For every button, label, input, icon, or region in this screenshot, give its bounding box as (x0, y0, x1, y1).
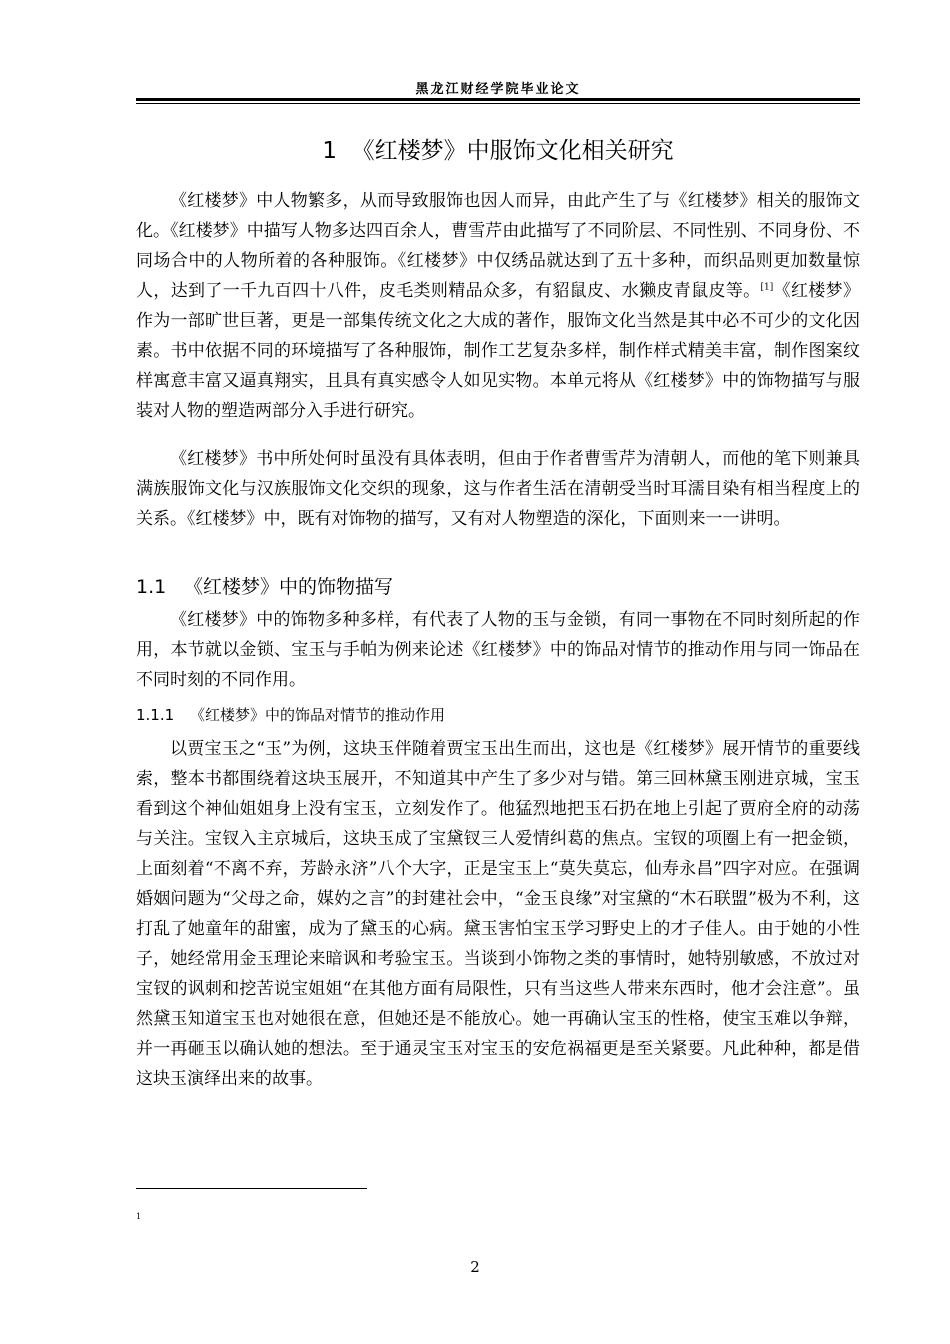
section-1-1-paragraph: 《红楼梦》中的饰物多种多样，有代表了人物的玉与金锁，有同一事物在不同时刻所起的作用，本节就以金锁、宝玉与手帕为例来论述《红楼梦》中的饰品对情节的推动作用与同一饰品在不同时刻的不同作用。 (136, 610, 860, 690)
intro-paragraph-1 (136, 186, 860, 426)
section-heading-1-1-1 (136, 702, 860, 728)
footnote-mark: 1 (136, 1212, 142, 1221)
subsection-title: 《红楼梦》中的饰品对情节的推动作用 (190, 706, 446, 724)
citation-ref: [1] (760, 282, 774, 293)
chapter-number: 1 (322, 138, 337, 164)
section-title: 《红楼梦》中的饰物描写 (184, 576, 394, 598)
page-header (136, 76, 860, 104)
footnote-separator (136, 1188, 367, 1189)
subsection-number: 1.1.1 (136, 706, 175, 724)
intro-paragraph-2: 《红楼梦》书中所处何时虽没有具体表明，但由于作者曹雪芹为清朝人，而他的笔下则兼具满族服饰文化与汉族服饰文化交织的现象，这与作者生活在清朝受当时耳濡目染有相当程度上的关系。《红楼梦》中，既有对饰物的描写，又有对人物塑造的深化，下面则来一一讲明。 (136, 449, 860, 529)
section-number: 1.1 (136, 576, 167, 598)
page-number: 2 (470, 1258, 480, 1276)
chapter-title-text: 《红楼梦》中服饰文化相关研究 (351, 138, 674, 164)
chapter-title (136, 136, 860, 166)
section-1-1-1-paragraph: 以贾宝玉之“玉”为例，这块玉伴随着贾宝玉出生而出，这也是《红楼梦》展开情节的重要线索，整本书都围绕着这块玉展开，不知道其中产生了多少对与错。第三回林黛玉刚进京城，宝玉看到这个神仙姐姐身上没有宝玉，立刻发作了。他猛烈地把玉石扔在地上引起了贾府全府的动荡与关注。宝钗入主京城后，这块玉成了宝黛钗三人爱情纠葛的焦点。宝钗的项圈上有一把金锁，上面刻着“不离不弃，芳龄永济”八个大字，正是宝玉上“莫失莫忘，仙寿永昌”四字对应。在强调婚姻问题为“父母之命，媒妁之言”的封建社会中，“金玉良缘”对宝黛的“木石联盟”极为不利，这打乱了她童年的甜蜜，成为了黛玉的心病。黛玉害怕宝玉学习野史上的才子佳人。由于她的小性子，她经常用金玉理论来暗讽和考验宝玉。当谈到小饰物之类的事情时，她特别敏感，不放过对宝钗的讽刺和挖苦说宝姐姐“在其他方面有局限性，只有当这些人带来东西时，他才会注意”。虽然黛玉知道宝玉也对她很在意，但她还是不能放心。她一再确认宝玉的性格，使宝玉难以争辩，并一再砸玉以确认她的想法。至于通灵宝玉对宝玉的安危祸福更是至关紧要。凡此种种，都是借这块玉演绎出来的故事。 (136, 739, 860, 1089)
header-rule-thick (136, 98, 860, 101)
intro-paragraph-1-text-b: 《红楼梦》作为一部旷世巨著，更是一部集传统文化之大成的著作，服饰文化当然是其中必不可少的文化因素。书中依据不同的环境描写了各种服饰，制作工艺复杂多样，制作样式精美丰富，制作图案纹样寓意丰富又逼真翔实，且具有真实感令人如见实物。本单元将从《红楼梦》中的饰物描写与服装对人物的塑造两部分入手进行研究。 (136, 281, 861, 421)
header-title: 黑龙江财经学院毕业论文 (415, 82, 581, 97)
intro-paragraph-1-text-a: 《红楼梦》中人物繁多，从而导致服饰也因人而异，由此产生了与《红楼梦》相关的服饰文化。《红楼梦》中描写人物多达四百余人，曹雪芹由此描写了不同阶层、不同性别、不同身份、不同场合中的人物所着的各种服饰。《红楼梦》中仅绣品就达到了五十多种，而织品则更加数量惊人，达到了一千九百四十八件，皮毛类则精品众多，有貂鼠皮、水獭皮青鼠皮等。 (136, 191, 860, 301)
section-heading-1-1 (136, 573, 860, 601)
header-rule-thin (136, 103, 860, 104)
